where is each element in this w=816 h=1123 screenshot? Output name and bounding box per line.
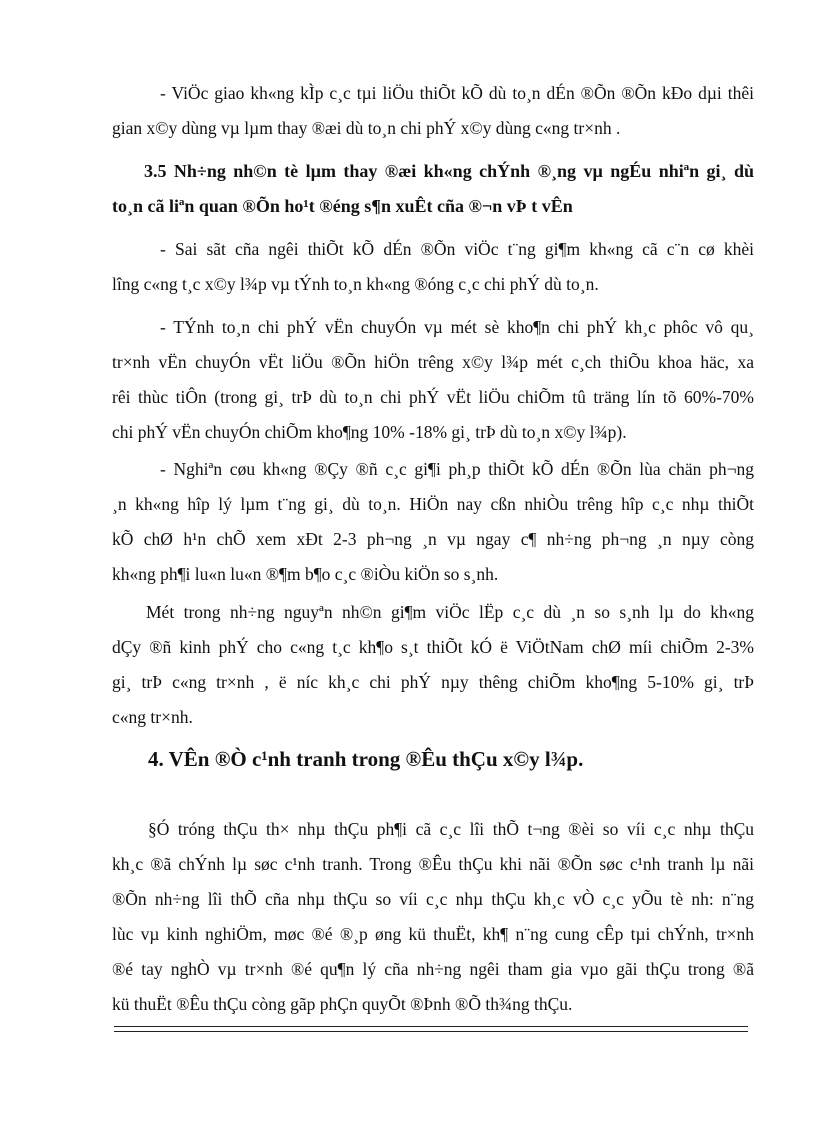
heading-line: to¸n cã liªn quan ®Õn ho¹t ®éng s¶n xuÊt cña ®¬n vÞ t vÊn <box>112 196 573 216</box>
footer-rule-bottom <box>114 1031 748 1032</box>
text-line: - ViÖc giao kh«ng kÌp c¸c tµi liÖu thiÕt kÕ dù to¸n dÉn ®Õn ®Õn kÐo dµi thêi <box>160 83 754 103</box>
text-line: lîng c«ng t¸c x©y l¾p vµ tÝnh to¸n kh«ng ®óng c¸c chi phÝ dù to¸n. <box>112 274 599 294</box>
text-line: ¸n kh«ng hîp lý lµm t¨ng gi¸ dù to¸n. HiÖn nay cßn nhiÒu trêng hîp c¸c nhµ thiÕt <box>112 494 754 514</box>
text-line: dÇy ®ñ kinh phÝ cho c«ng t¸c kh¶o s¸t thiÕt kÓ ë ViÖtNam chØ míi chiÕm 2-3% <box>112 637 754 657</box>
text-line: gian x©y dùng vµ lµm thay ®æi dù to¸n chi phÝ x©y dùng c«ng tr×nh . <box>112 118 621 138</box>
paragraph-trung-thau <box>112 812 754 1022</box>
text-line: kh¸c ®ã chÝnh lµ søc c¹nh tranh. Trong ®Êu thÇu khi nãi ®Õn søc c¹nh tranh lµ nãi <box>112 854 754 874</box>
paragraph-giao-tai-lieu <box>112 76 754 146</box>
text-line: ®é tay nghÒ vµ tr×nh ®é qu¶n lý cña nh÷ng ngêi tham gia vµo gãi thÇu trong ®ã <box>112 959 754 979</box>
text-line: c«ng tr×nh. <box>112 707 193 727</box>
text-line: kÕ chØ h¹n chÕ xem xÐt 2-3 ph¬ng ¸n vµ ngay c¶ nh÷ng ph¬ng ¸n nµy còng <box>112 529 754 549</box>
paragraph-nghien-cuu <box>112 452 754 592</box>
text-line: - TÝnh to¸n chi phÝ vËn chuyÓn vµ mét sè kho¶n chi phÝ kh¸c phôc vô qu¸ <box>160 317 754 337</box>
text-line: - Nghiªn cøu kh«ng ®Çy ®ñ c¸c gi¶i ph¸p thiÕt kÕ dÉn ®Õn lùa chän ph¬ng <box>160 459 754 479</box>
text-line: rêi thùc tiÔn (trong gi¸ trÞ dù to¸n chi phÝ vËt liÖu chiÕm tû träng lín tõ 60%-70% <box>112 387 754 407</box>
text-line: ®Õn nh÷ng lîi thÕ cña nhµ thÇu so víi c¸c nhµ thÇu kh¸c vÒ c¸c yÕu tè nh: n¨ng <box>112 889 754 909</box>
text-line: kü thuËt ®Êu thÇu còng gãp phÇn quyÕt ®Þnh ®Õ th¾ng thÇu. <box>112 994 573 1014</box>
text-line: §Ó tróng thÇu th× nhµ thÇu ph¶i cã c¸c lîi thÕ t¬ng ®èi so víi c¸c nhµ thÇu <box>148 819 754 839</box>
section-heading-3-5 <box>112 154 754 224</box>
footer-rule-top <box>114 1026 748 1027</box>
text-line: chi phÝ vËn chuyÓn chiÕm kho¶ng 10% -18% gi¸ trÞ dù to¸n x©y l¾p). <box>112 422 627 442</box>
text-line: - Sai sãt cña ngêi thiÕt kÕ dÉn ®Õn viÖc t¨ng gi¶m kh«ng cã c¨n cø khèi <box>160 239 754 259</box>
heading-line: 4. VÊn ®Ò c¹nh tranh trong ®Êu thÇu x©y l¾p. <box>148 747 584 771</box>
paragraph-nguyen-nhan <box>112 595 754 735</box>
paragraph-tinh-toan-chi-phi <box>112 310 754 450</box>
text-line: Mét trong nh÷ng nguyªn nh©n gi¶m viÖc lËp c¸c dù ¸n so s¸nh lµ do kh«ng <box>146 602 754 622</box>
text-line: gi¸ trÞ c«ng tr×nh , ë níc kh¸c chi phÝ nµy thêng chiÕm kho¶ng 5-10% gi¸ trÞ <box>112 672 754 692</box>
text-line: tr×nh vËn chuyÓn vËt liÖu ®Õn hiÖn trêng x©y l¾p mét c¸ch thiÕu khoa häc, xa <box>112 352 754 372</box>
section-heading-4 <box>112 742 754 777</box>
text-line: lùc vµ kinh nghiÖm, møc ®é ®¸p øng kü thuËt, kh¶ n¨ng cung cÊp tµi chÝnh, tr×nh <box>112 924 754 944</box>
paragraph-sai-sot <box>112 232 754 302</box>
text-line: kh«ng ph¶i lu«n lu«n ®¶m b¶o c¸c ®iÒu kiÖn so s¸nh. <box>112 564 499 584</box>
heading-line: 3.5 Nh÷ng nh©n tè lµm thay ®æi kh«ng chÝnh ®¸ng vµ ngÉu nhiªn gi¸ dù <box>144 161 754 181</box>
